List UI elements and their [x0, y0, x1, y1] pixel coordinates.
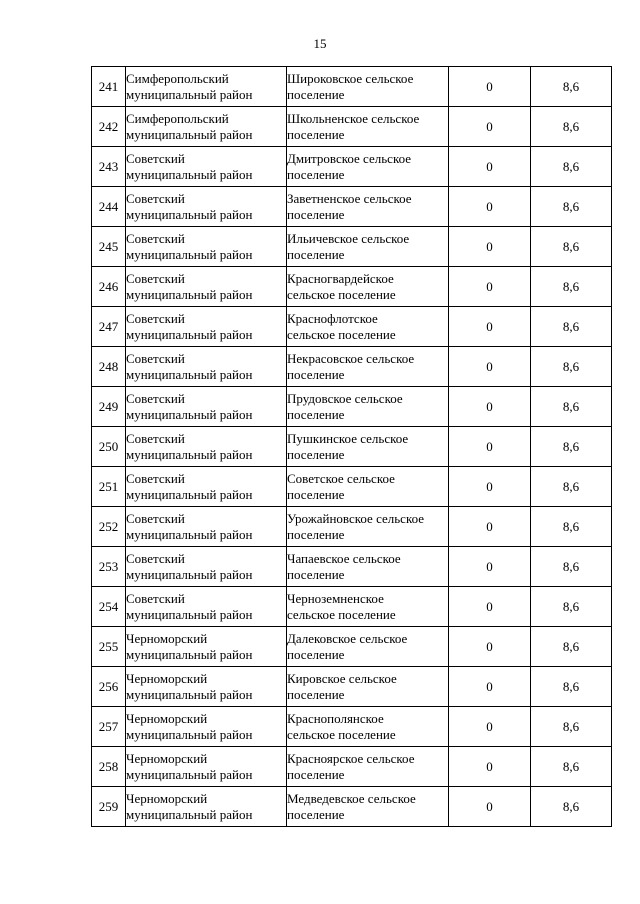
value-2-cell: [531, 267, 612, 307]
district-cell: [126, 227, 287, 267]
settlement-cell: [287, 187, 449, 227]
value-2-cell: [531, 587, 612, 627]
district-line-2: муниципальный район: [126, 86, 253, 102]
district-line-2: муниципальный район: [126, 286, 253, 302]
table-row: [92, 547, 612, 587]
value-1-cell: [449, 707, 531, 747]
row-number-cell: [92, 187, 126, 227]
district-line-1: Советский: [126, 150, 185, 166]
settlement-cell: [287, 427, 449, 467]
value-2-cell: [531, 67, 612, 107]
district-line-2: муниципальный район: [126, 126, 253, 142]
row-number: 244: [98, 198, 119, 214]
row-number: 241: [98, 78, 119, 94]
value-2: 8,6: [562, 238, 580, 254]
row-number: 245: [98, 238, 119, 254]
row-number-cell: [92, 427, 126, 467]
row-number-cell: [92, 707, 126, 747]
district-line-1: Черноморский: [126, 670, 208, 686]
value-2-cell: [531, 387, 612, 427]
district-line-2: муниципальный район: [126, 326, 253, 342]
settlement-line-2: сельское поселение: [287, 326, 396, 342]
settlement-line-1: Красноярское сельское: [287, 750, 415, 766]
district-cell: [126, 787, 287, 827]
row-number: 248: [98, 358, 119, 374]
settlement-cell: [287, 467, 449, 507]
settlement-cell: [287, 587, 449, 627]
value-2: 8,6: [562, 478, 580, 494]
district-line-1: Советский: [126, 310, 185, 326]
settlement-line-2: поселение: [287, 486, 345, 502]
value-2: 8,6: [562, 678, 580, 694]
value-1-cell: [449, 667, 531, 707]
row-number: 254: [98, 598, 119, 614]
district-cell: [126, 347, 287, 387]
settlement-line-1: Медведевское сельское: [287, 790, 416, 806]
row-number-cell: [92, 627, 126, 667]
district-line-2: муниципальный район: [126, 366, 253, 382]
row-number-cell: [92, 667, 126, 707]
value-1: 0: [486, 358, 493, 374]
table-row: [92, 427, 612, 467]
row-number-cell: [92, 267, 126, 307]
settlement-line-2: поселение: [287, 126, 345, 142]
settlement-line-2: сельское поселение: [287, 726, 396, 742]
settlement-line-1: Краснополянское: [287, 710, 384, 726]
settlement-line-2: поселение: [287, 166, 345, 182]
district-line-2: муниципальный район: [126, 766, 253, 782]
settlement-cell: [287, 507, 449, 547]
settlement-line-1: Урожайновское сельское: [287, 510, 425, 526]
settlement-line-2: поселение: [287, 806, 345, 822]
district-line-2: муниципальный район: [126, 806, 253, 822]
value-2-cell: [531, 547, 612, 587]
value-1: 0: [486, 678, 493, 694]
value-1-cell: [449, 267, 531, 307]
district-line-1: Советский: [126, 510, 185, 526]
district-line-1: Советский: [126, 390, 185, 406]
value-2: 8,6: [562, 798, 580, 814]
value-2: 8,6: [562, 518, 580, 534]
settlements-table: [91, 66, 612, 827]
value-2: 8,6: [562, 718, 580, 734]
row-number: 255: [98, 638, 119, 654]
district-cell: [126, 107, 287, 147]
district-cell: [126, 147, 287, 187]
row-number: 249: [98, 398, 119, 414]
value-1: 0: [486, 438, 493, 454]
value-2: 8,6: [562, 398, 580, 414]
value-2: 8,6: [562, 78, 580, 94]
settlement-line-2: поселение: [287, 686, 345, 702]
table-row: [92, 707, 612, 747]
page-number: 15: [313, 36, 327, 51]
district-cell: [126, 667, 287, 707]
value-2: 8,6: [562, 318, 580, 334]
row-number-cell: [92, 107, 126, 147]
district-line-1: Черноморский: [126, 790, 208, 806]
value-2: 8,6: [562, 758, 580, 774]
value-2-cell: [531, 707, 612, 747]
settlement-line-1: Далековское сельское: [287, 630, 408, 646]
table-row: [92, 627, 612, 667]
value-1: 0: [486, 278, 493, 294]
row-number-cell: [92, 587, 126, 627]
settlement-line-1: Заветненское сельское: [287, 190, 412, 206]
settlement-line-1: Советское сельское: [287, 470, 395, 486]
table-row: [92, 347, 612, 387]
value-2-cell: [531, 467, 612, 507]
value-2: 8,6: [562, 438, 580, 454]
district-line-1: Черноморский: [126, 630, 208, 646]
value-1: 0: [486, 158, 493, 174]
value-1: 0: [486, 518, 493, 534]
district-cell: [126, 587, 287, 627]
value-2-cell: [531, 787, 612, 827]
value-2: 8,6: [562, 198, 580, 214]
value-1: 0: [486, 238, 493, 254]
row-number-cell: [92, 387, 126, 427]
settlement-line-1: Красногвардейское: [287, 270, 394, 286]
row-number-cell: [92, 307, 126, 347]
settlement-line-2: сельское поселение: [287, 606, 396, 622]
settlement-cell: [287, 707, 449, 747]
row-number-cell: [92, 747, 126, 787]
row-number: 246: [98, 278, 119, 294]
table-row: [92, 587, 612, 627]
district-line-1: Симферопольский: [126, 70, 229, 86]
row-number-cell: [92, 547, 126, 587]
value-2-cell: [531, 107, 612, 147]
value-1: 0: [486, 478, 493, 494]
settlement-line-2: поселение: [287, 86, 345, 102]
settlement-line-1: Черноземненское: [287, 590, 384, 606]
settlement-line-2: поселение: [287, 566, 345, 582]
value-2-cell: [531, 347, 612, 387]
district-line-2: муниципальный район: [126, 726, 253, 742]
table-row: [92, 227, 612, 267]
value-1-cell: [449, 747, 531, 787]
settlement-cell: [287, 307, 449, 347]
value-1-cell: [449, 187, 531, 227]
value-2: 8,6: [562, 358, 580, 374]
value-1-cell: [449, 147, 531, 187]
settlement-cell: [287, 387, 449, 427]
settlement-cell: [287, 747, 449, 787]
settlement-line-2: поселение: [287, 366, 345, 382]
row-number: 250: [98, 438, 119, 454]
settlement-line-2: поселение: [287, 446, 345, 462]
settlement-line-2: поселение: [287, 406, 345, 422]
settlement-cell: [287, 107, 449, 147]
row-number: 243: [98, 158, 119, 174]
value-2: 8,6: [562, 558, 580, 574]
settlement-line-1: Пушкинское сельское: [287, 430, 409, 446]
district-line-2: муниципальный район: [126, 206, 253, 222]
value-2-cell: [531, 427, 612, 467]
row-number-cell: [92, 507, 126, 547]
row-number: 251: [98, 478, 119, 494]
row-number-cell: [92, 227, 126, 267]
value-2: 8,6: [562, 118, 580, 134]
row-number: 253: [98, 558, 119, 574]
value-2-cell: [531, 747, 612, 787]
district-line-2: муниципальный район: [126, 406, 253, 422]
table-body: [92, 67, 612, 827]
district-cell: [126, 387, 287, 427]
district-line-2: муниципальный район: [126, 486, 253, 502]
table-row: [92, 147, 612, 187]
value-1: 0: [486, 118, 493, 134]
district-line-1: Советский: [126, 350, 185, 366]
value-1: 0: [486, 398, 493, 414]
value-1-cell: [449, 547, 531, 587]
value-1-cell: [449, 107, 531, 147]
settlement-line-2: поселение: [287, 206, 345, 222]
value-1: 0: [486, 638, 493, 654]
settlement-line-1: Дмитровское сельское: [287, 150, 412, 166]
district-line-2: муниципальный район: [126, 526, 253, 542]
row-number: 247: [98, 318, 119, 334]
district-cell: [126, 187, 287, 227]
value-2: 8,6: [562, 638, 580, 654]
row-number: 258: [98, 758, 119, 774]
district-line-1: Советский: [126, 470, 185, 486]
district-cell: [126, 747, 287, 787]
district-line-2: муниципальный район: [126, 166, 253, 182]
row-number: 252: [98, 518, 119, 534]
district-cell: [126, 507, 287, 547]
settlement-line-2: сельское поселение: [287, 286, 396, 302]
district-cell: [126, 547, 287, 587]
table-row: [92, 467, 612, 507]
settlement-line-1: Чапаевское сельское: [287, 550, 401, 566]
settlement-line-1: Ильичевское сельское: [287, 230, 410, 246]
value-2: 8,6: [562, 598, 580, 614]
settlement-cell: [287, 227, 449, 267]
row-number-cell: [92, 347, 126, 387]
row-number: 257: [98, 718, 119, 734]
settlement-line-1: Школьненское сельское: [287, 110, 420, 126]
settlement-line-1: Прудовское сельское: [287, 390, 403, 406]
settlement-line-2: поселение: [287, 526, 345, 542]
value-1-cell: [449, 347, 531, 387]
settlement-cell: [287, 267, 449, 307]
district-line-1: Черноморский: [126, 750, 208, 766]
district-cell: [126, 267, 287, 307]
value-1-cell: [449, 387, 531, 427]
district-line-1: Советский: [126, 190, 185, 206]
row-number: 242: [98, 118, 119, 134]
value-1: 0: [486, 718, 493, 734]
value-1: 0: [486, 318, 493, 334]
row-number-cell: [92, 467, 126, 507]
settlement-line-2: поселение: [287, 766, 345, 782]
row-number-cell: [92, 787, 126, 827]
value-1: 0: [486, 558, 493, 574]
value-2-cell: [531, 147, 612, 187]
value-1-cell: [449, 307, 531, 347]
value-1: 0: [486, 598, 493, 614]
table-row: [92, 787, 612, 827]
value-1: 0: [486, 798, 493, 814]
value-1: 0: [486, 198, 493, 214]
value-2: 8,6: [562, 278, 580, 294]
district-cell: [126, 67, 287, 107]
value-2-cell: [531, 507, 612, 547]
row-number-cell: [92, 147, 126, 187]
value-1: 0: [486, 78, 493, 94]
district-line-1: Советский: [126, 270, 185, 286]
district-line-2: муниципальный район: [126, 566, 253, 582]
value-2-cell: [531, 627, 612, 667]
settlement-cell: [287, 627, 449, 667]
district-line-1: Советский: [126, 230, 185, 246]
value-2: 8,6: [562, 158, 580, 174]
settlement-cell: [287, 147, 449, 187]
district-line-2: муниципальный район: [126, 606, 253, 622]
table-row: [92, 387, 612, 427]
value-2-cell: [531, 667, 612, 707]
value-1-cell: [449, 467, 531, 507]
district-line-2: муниципальный район: [126, 686, 253, 702]
district-line-2: муниципальный район: [126, 446, 253, 462]
settlement-line-1: Широковское сельское: [287, 70, 414, 86]
district-line-1: Советский: [126, 550, 185, 566]
district-line-1: Советский: [126, 590, 185, 606]
district-line-1: Симферопольский: [126, 110, 229, 126]
value-2-cell: [531, 307, 612, 347]
district-line-1: Советский: [126, 430, 185, 446]
settlement-cell: [287, 667, 449, 707]
value-2-cell: [531, 227, 612, 267]
value-1-cell: [449, 787, 531, 827]
table-row: [92, 187, 612, 227]
settlement-cell: [287, 547, 449, 587]
settlement-cell: [287, 347, 449, 387]
district-line-2: муниципальный район: [126, 246, 253, 262]
value-1: 0: [486, 758, 493, 774]
district-cell: [126, 427, 287, 467]
settlement-line-2: поселение: [287, 246, 345, 262]
value-1-cell: [449, 587, 531, 627]
value-1-cell: [449, 427, 531, 467]
table-row: [92, 667, 612, 707]
value-1-cell: [449, 627, 531, 667]
table-row: [92, 267, 612, 307]
district-line-2: муниципальный район: [126, 646, 253, 662]
table-row: [92, 67, 612, 107]
district-cell: [126, 627, 287, 667]
value-2-cell: [531, 187, 612, 227]
row-number: 256: [98, 678, 119, 694]
value-1-cell: [449, 507, 531, 547]
settlement-cell: [287, 787, 449, 827]
table-row: [92, 507, 612, 547]
district-cell: [126, 307, 287, 347]
table-row: [92, 747, 612, 787]
value-1-cell: [449, 227, 531, 267]
row-number-cell: [92, 67, 126, 107]
settlement-line-1: Некрасовское сельское: [287, 350, 415, 366]
district-cell: [126, 707, 287, 747]
district-cell: [126, 467, 287, 507]
row-number: 259: [98, 798, 119, 814]
value-1-cell: [449, 67, 531, 107]
district-line-1: Черноморский: [126, 710, 208, 726]
settlement-cell: [287, 67, 449, 107]
table-row: [92, 307, 612, 347]
settlement-line-1: Кировское сельское: [287, 670, 397, 686]
settlement-line-1: Краснофлотское: [287, 310, 378, 326]
table-row: [92, 107, 612, 147]
settlement-line-2: поселение: [287, 646, 345, 662]
